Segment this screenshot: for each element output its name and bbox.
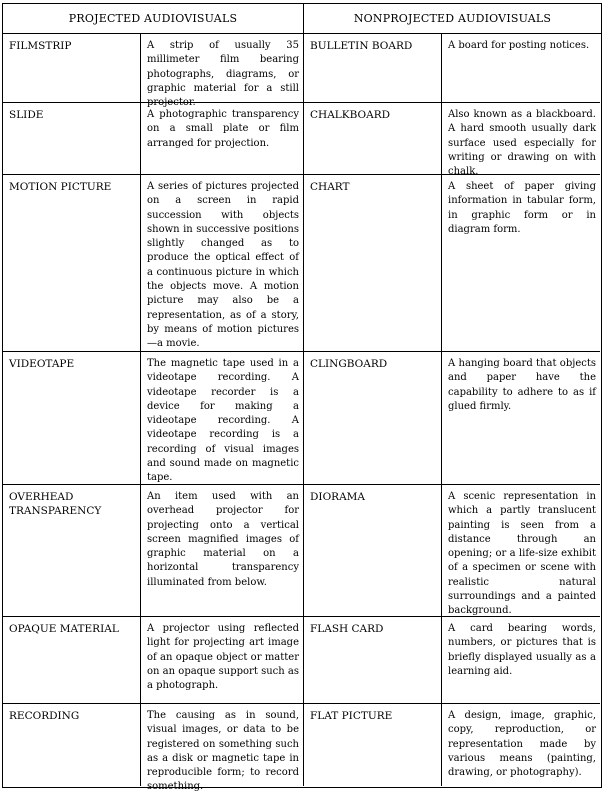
projected-definition: The causing as in sound, visual images, or data to be registered on something such as a disk or magnetic tape in reproducible form; to record something. <box>141 704 304 786</box>
projected-term: RECORDING <box>3 704 141 786</box>
projected-header: PROJECTED AUDIOVISUALS <box>3 4 304 34</box>
projected-term: OPAQUE MATERIAL <box>3 617 141 703</box>
table-row <box>3 352 600 485</box>
nonprojected-definition: A board for posting notices. <box>448 40 590 51</box>
nonprojected-definition: A scenic representation in which a partly translucent painting is seen from a distance through an opening; or a life-size exhibit of a specimen or scene with realistic natural surroundings and a painted background. <box>448 491 596 617</box>
projected-definition: An item used with an overhead projector for projecting onto a vertical screen magnified images of graphic material on a horizontal transparency illuminated from below. <box>141 485 304 616</box>
nonprojected-definition: A hanging board that objects and paper have the capability to adhere to as if glued firmly. <box>448 358 596 412</box>
table-row <box>3 704 600 793</box>
nonprojected-definition: A design, image, graphic, copy, reproduction, or representation made by various means (painting, drawing, or photography). <box>448 710 596 779</box>
table-row <box>3 34 600 109</box>
nonprojected-definition: Also known as a blackboard. A hard smooth usually dark surface used especially for writing or drawing on with chalk. <box>448 109 596 178</box>
nonprojected-definition: A sheet of paper giving information in tabular form, in graphic form or in diagram form. <box>448 181 596 235</box>
projected-term: SLIDE <box>3 103 141 174</box>
nonprojected-term: BULLETIN BOARD <box>304 34 442 102</box>
projected-term: FILMSTRIP <box>3 34 141 102</box>
projected-definition: A series of pictures projected on a screen in rapid succession with objects shown in successive positions slightly changed as to produce the optical effect of a continuous picture in which the objects move. A motion picture may also be a representation, as of a story, by means of motion pictures—a movie. <box>141 175 304 351</box>
nonprojected-term: FLAT PICTURE <box>304 704 442 786</box>
nonprojected-term: CLINGBOARD <box>304 352 442 484</box>
projected-definition: A strip of usually 35 millimeter film bearing photographs, diagrams, or graphic material for a still projector. <box>141 34 304 102</box>
nonprojected-term: CHART <box>304 175 442 351</box>
nonprojected-term: DIORAMA <box>304 485 442 616</box>
projected-definition: The magnetic tape used in a videotape recording. A videotape recorder is a device for making a videotape recording. A videotape recording is a recording of visual images and sound made on magnetic tape. <box>141 352 304 484</box>
table-row <box>3 485 600 617</box>
audiovisuals-table <box>2 3 602 793</box>
projected-term: VIDEOTAPE <box>3 352 141 484</box>
nonprojected-definition: A card bearing words, numbers, or pictures that is briefly displayed usually as a learning aid. <box>448 623 596 677</box>
table-row <box>3 175 600 352</box>
nonprojected-header: NONPROJECTED AUDIOVISUALS <box>304 4 601 34</box>
projected-term: OVERHEAD TRANSPARENCY <box>3 485 141 616</box>
projected-term: MOTION PICTURE <box>3 175 141 351</box>
nonprojected-term: CHALKBOARD <box>304 103 442 174</box>
nonprojected-term: FLASH CARD <box>304 617 442 703</box>
projected-definition: A projector using reflected light for projecting art image of an opaque object or matter on an opaque support such as a photograph. <box>141 617 304 703</box>
projected-definition: A photographic transparency on a small plate or film arranged for projection. <box>141 103 304 174</box>
table-row <box>3 103 600 178</box>
table-row <box>3 617 600 704</box>
